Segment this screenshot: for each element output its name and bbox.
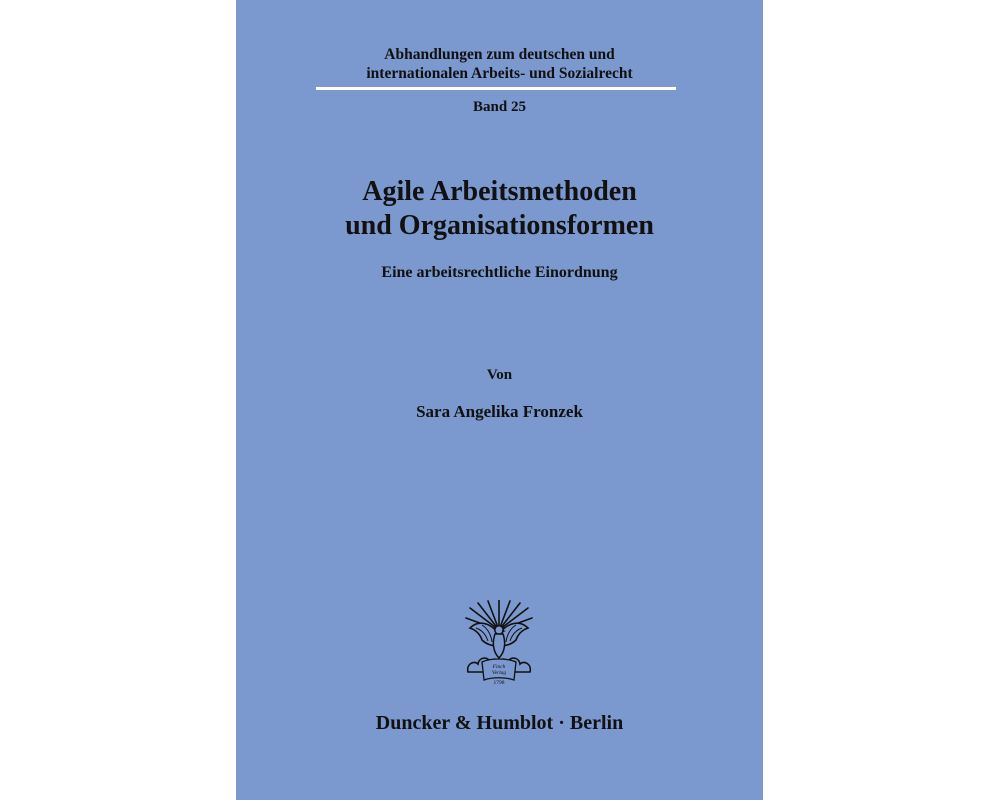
series-title-line-2: internationalen Arbeits- und Sozialrecht	[366, 65, 633, 82]
eagle-emblem-icon	[464, 600, 534, 686]
series-title-line-1: Abhandlungen zum deutschen und	[384, 46, 615, 63]
volume-number: Band 25	[473, 99, 526, 115]
publisher-name: Duncker & Humblot · Berlin	[375, 712, 624, 734]
by-label: Von	[486, 367, 513, 383]
logo-motto-1: Finch	[492, 664, 506, 670]
series-divider	[316, 87, 676, 90]
book-subtitle: Eine arbeitsrechtliche Einordnung	[381, 264, 618, 281]
logo-motto-2: Verlag	[491, 670, 507, 676]
book-title-line-1: Agile Arbeitsmethoden	[362, 176, 637, 207]
book-title-line-2: und Organisationsformen	[345, 210, 654, 241]
book-cover	[236, 0, 763, 800]
author-name: Sara Angelika Fronzek	[416, 402, 583, 421]
logo-motto-3: 1798	[493, 680, 505, 686]
